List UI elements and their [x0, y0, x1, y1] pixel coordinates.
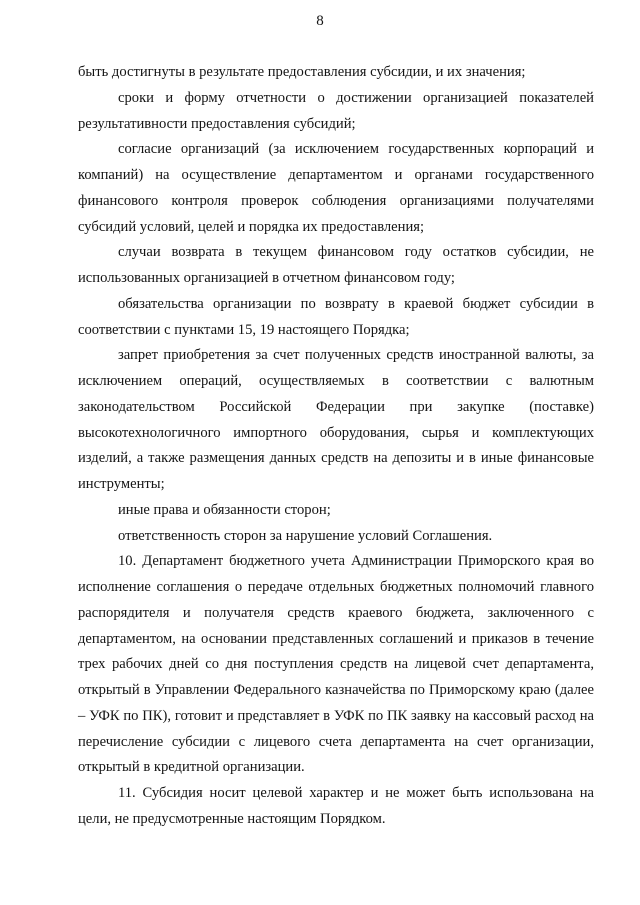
paragraph-rights-duties: иные права и обязанности сторон;	[118, 501, 331, 518]
paragraph-return-obligations: обязательства организации по возврату в краевой бюджет субсидии в соответствии с пунктами 15, 19 настоящего Порядка;	[78, 295, 594, 338]
paragraph-item-10: 10. Департамент бюджетного учета Администрации Приморского края во исполнение соглашения о передаче отдельных бюджетных полномочий главного распорядителя и получателя средств краевого бюджета, заключенного с департаментом, на основании представленных соглашений и приказов в течение трех рабочих дней со дня поступления средств на лицевой счет департамента, открытый в Управлении Федерального казначейства по Приморскому краю (далее – УФК по ПК), готовит и представляет в УФК по ПК заявку на кассовый расход на перечисление субсидии с лицевого счета департамента на счет организации, открытый в кредитной организации.	[78, 553, 594, 776]
paragraph-continuation: быть достигнуты в результате предоставления субсидии, и их значения;	[78, 64, 526, 80]
document-body	[78, 60, 594, 833]
paragraph-liability: ответственность сторон за нарушение условий Соглашения.	[118, 527, 493, 544]
paragraph-return-cases: случаи возврата в текущем финансовом году остатков субсидии, не использованных организацией в отчетном финансовом году;	[78, 244, 594, 286]
paragraph-item-11: 11. Субсидия носит целевой характер и не может быть использована на цели, не предусмотренные настоящим Порядком.	[78, 785, 594, 827]
paragraph-consent-inspections: согласие организаций (за исключением государственных корпораций и компаний) на осуществление департаментом и органами государственного финансового контроля проверок соблюдения организациями получателями субсидий условий, целей и порядка их предоставления;	[78, 141, 594, 235]
paragraph-reporting-terms: сроки и форму отчетности о достижении организацией показателей результативности предоставления субсидий;	[78, 89, 594, 132]
paragraph-currency-prohibition: запрет приобретения за счет полученных средств иностранной валюты, за исключением операций, осуществляемых в соответствии с валютным законодательством Российской Федерации при закупке (поставке) высокотехнологичного импортного оборудования, сырья и комплектующих изделий, а также размещения данных средств на депозиты и в иные финансовые инструменты;	[78, 347, 594, 492]
page-number: 8	[316, 13, 324, 29]
